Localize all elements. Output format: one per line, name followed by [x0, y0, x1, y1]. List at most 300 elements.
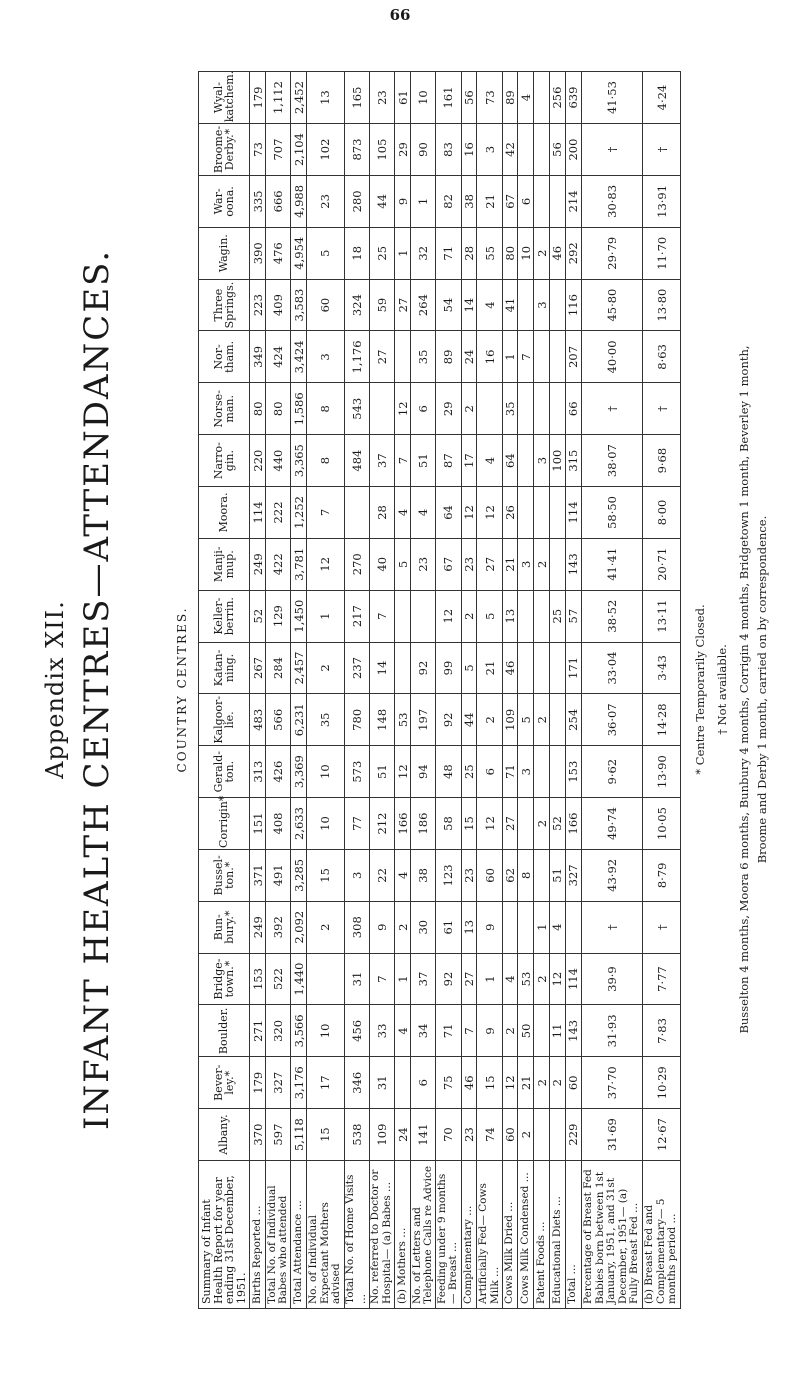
table-cell: [550, 331, 566, 383]
table-cell: [550, 746, 566, 798]
table-cell: 29·79: [581, 227, 643, 279]
table-cell: †: [643, 383, 681, 435]
row-label: No. of Individual Expectant Mothers advised: [307, 1161, 344, 1309]
table-cell: 153: [250, 953, 266, 1005]
table-cell: 42: [502, 124, 518, 176]
table-cell: 116: [565, 279, 581, 331]
table-cell: [550, 694, 566, 746]
table-row: [502, 72, 518, 1309]
table-cell: 21: [502, 538, 518, 590]
table-cell: 53: [518, 953, 534, 1005]
table-cell: 34: [410, 1005, 435, 1057]
table-cell: [550, 383, 566, 435]
row-label: Patent Foods ...: [534, 1161, 550, 1309]
row-label: Total No. of Home Visits ...: [344, 1161, 369, 1309]
table-cell: 109: [502, 694, 518, 746]
column-header: Boulder.: [199, 1005, 250, 1057]
table-cell: [550, 1109, 566, 1161]
table-cell: 33·04: [581, 642, 643, 694]
table-cell: 7: [395, 435, 411, 487]
table-cell: 12: [395, 746, 411, 798]
footnote-not-available: † Not available.: [715, 644, 729, 735]
table-cell: [534, 642, 550, 694]
table-cell: 346: [344, 1057, 369, 1109]
table-cell: 13·80: [643, 279, 681, 331]
table-cell: 153: [565, 746, 581, 798]
table-cell: 12: [461, 487, 477, 539]
table-cell: 6: [477, 746, 502, 798]
column-header: Norse-man.: [199, 383, 250, 435]
table-cell: 12: [550, 953, 566, 1005]
row-label: (b) Mothers ...: [395, 1161, 411, 1309]
table-cell: 2: [477, 694, 502, 746]
table-cell: 141: [410, 1109, 435, 1161]
column-header: Wagin.: [199, 227, 250, 279]
table-cell: 1: [502, 331, 518, 383]
table-cell: 7: [461, 1005, 477, 1057]
table-cell: 23: [369, 72, 394, 124]
table-cell: 25: [461, 746, 477, 798]
table-cell: [395, 642, 411, 694]
column-header: Three Springs.: [199, 279, 250, 331]
table-cell: 7: [369, 590, 394, 642]
table-row: [565, 72, 581, 1309]
table-cell: 3,781: [291, 538, 307, 590]
table-cell: 105: [369, 124, 394, 176]
table-cell: [534, 746, 550, 798]
table-cell: 424: [265, 331, 290, 383]
table-cell: 249: [250, 901, 266, 953]
table-cell: 2: [307, 901, 344, 953]
table-cell: 2: [534, 538, 550, 590]
table-cell: 9: [477, 1005, 502, 1057]
column-header: Katan-ning.: [199, 642, 250, 694]
table-cell: 166: [395, 798, 411, 850]
table-cell: [369, 383, 394, 435]
table-cell: 1: [477, 953, 502, 1005]
table-cell: 254: [565, 694, 581, 746]
column-header: Bun-bury.*: [199, 901, 250, 953]
table-cell: [534, 1109, 550, 1161]
table-cell: 31·69: [581, 1109, 643, 1161]
table-cell: 61: [395, 72, 411, 124]
table-cell: 32: [410, 227, 435, 279]
table-cell: 14·28: [643, 694, 681, 746]
table-cell: 60: [477, 849, 502, 901]
table-cell: 23: [307, 175, 344, 227]
table-cell: 24: [461, 331, 477, 383]
table-body: [250, 72, 681, 1309]
table-cell: 67: [436, 538, 461, 590]
table-cell: 25: [369, 227, 394, 279]
table-cell: 7: [518, 331, 534, 383]
table-row: [436, 72, 461, 1309]
table-cell: 335: [250, 175, 266, 227]
table-cell: 61: [436, 901, 461, 953]
table-cell: [395, 590, 411, 642]
table-cell: 1,176: [344, 331, 369, 383]
table-row: [581, 72, 643, 1309]
table-cell: 26: [502, 487, 518, 539]
table-cell: 109: [369, 1109, 394, 1161]
table-cell: [550, 642, 566, 694]
table-cell: 60: [502, 1109, 518, 1161]
table-cell: 179: [250, 72, 266, 124]
table-cell: 30: [410, 901, 435, 953]
table-cell: 9·68: [643, 435, 681, 487]
footnote-closure-details-1: Busselton 4 months, Moora 6 months, Bunbury 4 months, Corrigin 4 months, Bridgetown 1 month, Beverley 1 month,: [737, 345, 751, 1034]
table-cell: 3: [534, 279, 550, 331]
table-cell: [518, 279, 534, 331]
table-cell: 3,176: [291, 1057, 307, 1109]
table-cell: [518, 435, 534, 487]
table-cell: 22: [369, 849, 394, 901]
table-cell: 1: [307, 590, 344, 642]
table-cell: 27: [369, 331, 394, 383]
table-cell: 456: [344, 1005, 369, 1057]
table-cell: 5: [307, 227, 344, 279]
table-header-row: [199, 72, 250, 1309]
table-cell: [518, 798, 534, 850]
table-row: [369, 72, 394, 1309]
table-cell: 4: [477, 279, 502, 331]
table-cell: [518, 124, 534, 176]
table-cell: 7: [307, 487, 344, 539]
table-cell: 75: [436, 1057, 461, 1109]
table-cell: 99: [436, 642, 461, 694]
table-cell: 324: [344, 279, 369, 331]
table-cell: [518, 590, 534, 642]
table-row: [461, 72, 477, 1309]
table-cell: 5,118: [291, 1109, 307, 1161]
table-cell: 249: [250, 538, 266, 590]
table-cell: 52: [250, 590, 266, 642]
rotated-page: [15, 30, 785, 1349]
table-cell: 55: [477, 227, 502, 279]
table-cell: 58·50: [581, 487, 643, 539]
table-cell: 2: [502, 1005, 518, 1057]
table-cell: 70: [436, 1109, 461, 1161]
table-cell: 2: [461, 383, 477, 435]
table-cell: [534, 175, 550, 227]
table-cell: 23: [461, 1109, 477, 1161]
column-header: Nor-tham.: [199, 331, 250, 383]
table-cell: 16: [477, 331, 502, 383]
table-cell: 2: [534, 694, 550, 746]
column-header: Moora.: [199, 487, 250, 539]
table-cell: 370: [250, 1109, 266, 1161]
table-cell: 349: [250, 331, 266, 383]
table-cell: 491: [265, 849, 290, 901]
table-cell: 484: [344, 435, 369, 487]
table-cell: 3·43: [643, 642, 681, 694]
table-cell: 409: [265, 279, 290, 331]
table-cell: 267: [250, 642, 266, 694]
row-label: Percentage of Breast Fed Babies born between 1st January, 1951, and 31st December, 1951— (a) Fully Breast Fed ...: [581, 1161, 643, 1309]
table-cell: 92: [436, 953, 461, 1005]
table-cell: 46: [502, 642, 518, 694]
table-cell: 90: [410, 124, 435, 176]
table-cell: 422: [265, 538, 290, 590]
table-cell: 35: [410, 331, 435, 383]
table-cell: 264: [410, 279, 435, 331]
table-cell: 4,954: [291, 227, 307, 279]
table-cell: 40: [369, 538, 394, 590]
table-cell: 123: [436, 849, 461, 901]
table-cell: 666: [265, 175, 290, 227]
table-cell: 31: [369, 1057, 394, 1109]
table-cell: 12: [477, 798, 502, 850]
table-cell: 37: [410, 953, 435, 1005]
column-header: Bever-ley.*: [199, 1057, 250, 1109]
table-cell: 41·41: [581, 538, 643, 590]
table-cell: [534, 124, 550, 176]
table-cell: 197: [410, 694, 435, 746]
table-cell: 3,285: [291, 849, 307, 901]
table-cell: 23: [461, 849, 477, 901]
table-cell: 56: [461, 72, 477, 124]
table-cell: 327: [265, 1057, 290, 1109]
table-cell: 220: [250, 435, 266, 487]
table-cell: 873: [344, 124, 369, 176]
table-cell: 89: [436, 331, 461, 383]
table-cell: 59: [369, 279, 394, 331]
table-cell: 12·67: [643, 1109, 681, 1161]
table-cell: 7·83: [643, 1005, 681, 1057]
table-cell: 80: [250, 383, 266, 435]
table-cell: 92: [436, 694, 461, 746]
table-cell: 100: [550, 435, 566, 487]
table-row: [550, 72, 566, 1309]
table-cell: 143: [565, 538, 581, 590]
table-cell: 4: [550, 901, 566, 953]
table-cell: 1: [395, 953, 411, 1005]
table-cell: [534, 383, 550, 435]
table-cell: 186: [410, 798, 435, 850]
table-cell: [534, 849, 550, 901]
table-cell: 9·62: [581, 746, 643, 798]
table-cell: 8·63: [643, 331, 681, 383]
table-cell: 43·92: [581, 849, 643, 901]
table-cell: [477, 383, 502, 435]
column-header: War-oona.: [199, 175, 250, 227]
table-cell: 390: [250, 227, 266, 279]
table-cell: 67: [502, 175, 518, 227]
table-cell: 64: [436, 487, 461, 539]
table-cell: 3,583: [291, 279, 307, 331]
table-cell: 2: [395, 901, 411, 953]
table-cell: 114: [250, 487, 266, 539]
table-cell: 408: [265, 798, 290, 850]
table-cell: 315: [565, 435, 581, 487]
table-row: [534, 72, 550, 1309]
table-cell: [502, 901, 518, 953]
column-header: Corrigin*: [199, 798, 250, 850]
table-cell: 51: [410, 435, 435, 487]
table-cell: 1,252: [291, 487, 307, 539]
table-row: [250, 72, 266, 1309]
table-cell: [410, 590, 435, 642]
table-cell: 10: [307, 798, 344, 850]
table-cell: 392: [265, 901, 290, 953]
row-label: Complementary ...: [461, 1161, 477, 1309]
table-cell: 2: [534, 227, 550, 279]
table-cell: 148: [369, 694, 394, 746]
table-cell: 64: [502, 435, 518, 487]
table-cell: 538: [344, 1109, 369, 1161]
table-cell: 13: [461, 901, 477, 953]
table-cell: 9: [395, 175, 411, 227]
table-cell: 27: [395, 279, 411, 331]
table-cell: 38: [410, 849, 435, 901]
row-label: Cows Milk Condensed ...: [518, 1161, 534, 1309]
table-cell: 8: [518, 849, 534, 901]
table-cell: 28: [461, 227, 477, 279]
table-cell: 23: [461, 538, 477, 590]
table-cell: 7·77: [643, 953, 681, 1005]
table-cell: 37·70: [581, 1057, 643, 1109]
table-corner-heading: Summary of Infant Health Report for year ending 31st December, 1951.: [199, 1161, 250, 1309]
table-cell: 66: [565, 383, 581, 435]
table-cell: †: [581, 383, 643, 435]
table-cell: 38·52: [581, 590, 643, 642]
column-header: Bussel-ton.*: [199, 849, 250, 901]
table-cell: 271: [250, 1005, 266, 1057]
row-label: No. referred to Doctor or Hospital— (a) Babes ...: [369, 1161, 394, 1309]
table-cell: †: [643, 124, 681, 176]
table-cell: 17: [307, 1057, 344, 1109]
table-cell: 270: [344, 538, 369, 590]
table-cell: 9: [477, 901, 502, 953]
table-cell: 10·05: [643, 798, 681, 850]
table-cell: 83: [436, 124, 461, 176]
table-cell: [565, 901, 581, 953]
table-cell: 476: [265, 227, 290, 279]
table-cell: 31: [344, 953, 369, 1005]
table-cell: [534, 72, 550, 124]
table-cell: 8·79: [643, 849, 681, 901]
table-cell: [534, 590, 550, 642]
table-cell: 3: [307, 331, 344, 383]
table-cell: 4: [395, 1005, 411, 1057]
table-cell: 15: [461, 798, 477, 850]
column-header: Narro-gin.: [199, 435, 250, 487]
table-cell: 94: [410, 746, 435, 798]
table-cell: 566: [265, 694, 290, 746]
table-cell: 1: [410, 175, 435, 227]
table-row: [518, 72, 534, 1309]
table-cell: 31·93: [581, 1005, 643, 1057]
table-cell: 2: [534, 798, 550, 850]
table-cell: 4,988: [291, 175, 307, 227]
table-cell: 13: [307, 72, 344, 124]
table-cell: 73: [477, 72, 502, 124]
table-cell: 440: [265, 435, 290, 487]
table-cell: 50: [518, 1005, 534, 1057]
table-cell: 2,633: [291, 798, 307, 850]
table-row: [395, 72, 411, 1309]
table-cell: 13: [502, 590, 518, 642]
table-cell: 14: [369, 642, 394, 694]
table-cell: 114: [565, 953, 581, 1005]
column-header: Keller-berrin.: [199, 590, 250, 642]
table-cell: 10·29: [643, 1057, 681, 1109]
table-cell: 320: [265, 1005, 290, 1057]
table-cell: 12: [436, 590, 461, 642]
table-cell: 6: [410, 383, 435, 435]
table-cell: 27: [461, 953, 477, 1005]
table-cell: 426: [265, 746, 290, 798]
column-header: Albany.: [199, 1109, 250, 1161]
table-cell: 46: [550, 227, 566, 279]
table-cell: [518, 901, 534, 953]
table-cell: 256: [550, 72, 566, 124]
table-cell: [518, 383, 534, 435]
table-cell: 11·70: [643, 227, 681, 279]
table-cell: 13·11: [643, 590, 681, 642]
table-cell: 4: [410, 487, 435, 539]
table-cell: 2: [534, 953, 550, 1005]
table-cell: 48: [436, 746, 461, 798]
table-cell: 12: [395, 383, 411, 435]
table-cell: 73: [250, 124, 266, 176]
row-label: Total No. of Individual Babes who attended: [265, 1161, 290, 1309]
table-cell: 15: [307, 1109, 344, 1161]
table-cell: 543: [344, 383, 369, 435]
table-cell: 27: [502, 798, 518, 850]
table-cell: 114: [565, 487, 581, 539]
table-cell: 87: [436, 435, 461, 487]
table-cell: 15: [477, 1057, 502, 1109]
table-cell: 129: [265, 590, 290, 642]
table-cell: [534, 331, 550, 383]
table-cell: 41·53: [581, 72, 643, 124]
page-number: 66: [389, 6, 411, 24]
table-cell: [550, 487, 566, 539]
table-cell: [550, 279, 566, 331]
table-cell: 21: [518, 1057, 534, 1109]
table-cell: 16: [461, 124, 477, 176]
table-cell: 166: [565, 798, 581, 850]
table-cell: [307, 953, 344, 1005]
table-cell: 45·80: [581, 279, 643, 331]
table-cell: 57: [565, 590, 581, 642]
table-cell: 2: [550, 1057, 566, 1109]
table-cell: 12: [502, 1057, 518, 1109]
table-cell: 2,092: [291, 901, 307, 953]
table-cell: [518, 487, 534, 539]
table-cell: 7: [369, 953, 394, 1005]
table-cell: 10: [307, 1005, 344, 1057]
table-row: [344, 72, 369, 1309]
table-cell: 12: [477, 487, 502, 539]
table-cell: 3,566: [291, 1005, 307, 1057]
table-cell: 74: [477, 1109, 502, 1161]
table-cell: 13·90: [643, 746, 681, 798]
table-cell: [550, 175, 566, 227]
table-cell: 522: [265, 953, 290, 1005]
table-cell: 13·91: [643, 175, 681, 227]
table-cell: 6: [518, 175, 534, 227]
table-cell: 38: [461, 175, 477, 227]
table-cell: 3,369: [291, 746, 307, 798]
table-cell: 71: [436, 1005, 461, 1057]
table-cell: 10: [410, 72, 435, 124]
table-cell: 23: [410, 538, 435, 590]
table-cell: 1,440: [291, 953, 307, 1005]
section-subtitle: COUNTRY CENTRES.: [175, 606, 189, 773]
table-cell: 222: [265, 487, 290, 539]
